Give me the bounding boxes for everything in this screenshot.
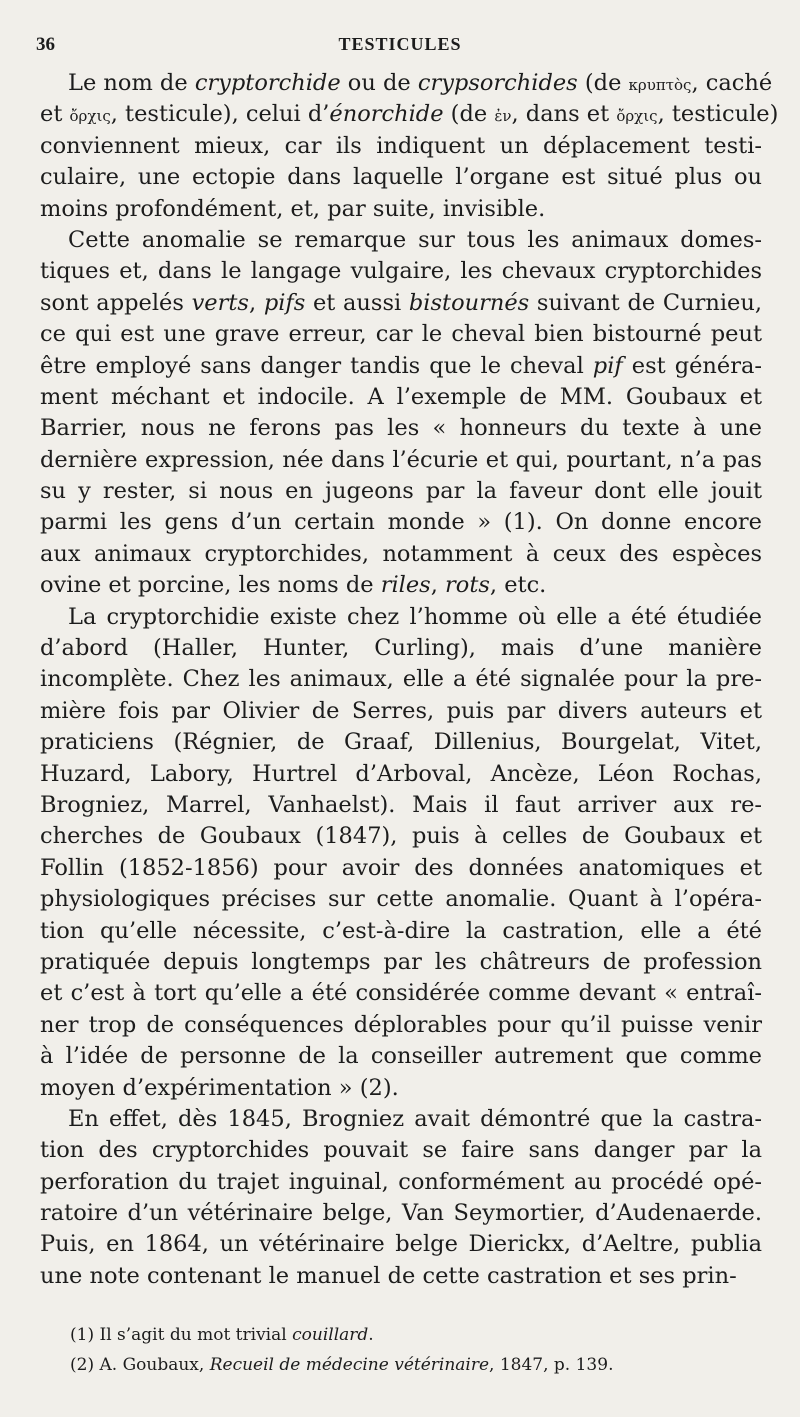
text-segment: Barrier, nous ne ferons pas les « honneurs du texte à une: [40, 415, 762, 442]
text-segment: dernière expression, née dans l’écurie et qui, pourtant, n’a pas: [40, 446, 762, 473]
text-line: [40, 664, 762, 695]
text-segment: conviennent mieux, car ils indiquent un déplacement testi-: [40, 132, 762, 159]
text-segment: , testicule), celui d’: [110, 101, 330, 128]
text-line: [40, 413, 762, 444]
italic-term: cryptorchide: [194, 70, 341, 96]
text-line: [40, 194, 762, 225]
italic-term: bistournés: [408, 289, 530, 316]
text-segment: parmi les gens d’un certain monde » (1). On donne encore: [40, 509, 762, 536]
text-segment: moins profondément, et, par suite, invisible.: [40, 195, 546, 222]
text-segment: , dans et: [511, 101, 617, 128]
text-segment: Brogniez, Marrel, Vanhaelst). Mais il faut arriver aux re-: [40, 791, 762, 818]
text-line: [40, 1135, 762, 1166]
text-line: [40, 162, 762, 193]
text-line: [40, 382, 762, 413]
text-line: [40, 507, 762, 538]
text-segment: culaire, une ectopie dans laquelle l’organe est situé plus ou: [40, 164, 762, 191]
text-segment: suivant de Curnieu,: [529, 289, 762, 316]
greek-term: κρυπτὸς: [628, 76, 692, 94]
text-line: [40, 1010, 762, 1041]
text-segment: Cette anomalie se remarque sur tous les animaux domes-: [68, 226, 762, 253]
text-segment: ce qui est une grave erreur, car le cheval bien bistourné peut: [40, 321, 762, 348]
text-segment: et c’est à tort qu’elle a été considérée comme devant « entraî-: [40, 980, 762, 1007]
text-segment: tion qu’elle nécessite, c’est-à-dire la castration, elle a été: [40, 917, 762, 944]
text-segment: aux animaux cryptorchides, notamment à ceux des espèces: [40, 540, 762, 567]
text-segment: une note contenant le manuel de cette castration et ses prin-: [40, 1262, 737, 1289]
italic-term: pifs: [263, 289, 306, 316]
text-line: [40, 853, 762, 884]
text-line: [40, 225, 762, 256]
text-line: [40, 727, 762, 758]
text-segment: Le nom de: [68, 70, 195, 96]
footnote-text: , 1847, p. 139.: [489, 1355, 614, 1375]
text-line: [40, 319, 762, 350]
text-segment: ment méchant et indocile. A l’exemple de MM. Goubaux et: [40, 383, 762, 410]
italic-term: énorchide: [329, 101, 444, 128]
text-segment: (de: [443, 101, 495, 128]
footnote-text: .: [368, 1325, 374, 1345]
greek-term: ἐν: [494, 107, 512, 126]
text-line: [40, 351, 762, 382]
running-title: TESTICULES: [338, 34, 462, 54]
text-line: [40, 539, 762, 570]
italic-term: verts: [191, 289, 249, 316]
text-segment: ,: [248, 289, 264, 316]
text-line: [40, 445, 762, 476]
text-segment: praticiens (Régnier, de Graaf, Dillenius, Bourgelat, Vitet,: [40, 729, 762, 756]
footnote-citation-title: couillard: [292, 1325, 369, 1345]
greek-term: ὄρχις: [69, 107, 111, 126]
text-segment: mière fois par Olivier de Serres, puis par divers auteurs et: [40, 697, 762, 724]
text-segment: être employé sans danger tandis que le cheval: [40, 352, 593, 379]
text-line: [40, 256, 762, 287]
text-segment: , etc.: [489, 572, 547, 599]
text-line: [40, 696, 762, 727]
text-segment: La cryptorchidie existe chez l’homme où elle a été étudiée: [68, 603, 762, 630]
text-line: [40, 1261, 762, 1292]
text-segment: su y rester, si nous en jugeons par la faveur dont elle jouit: [40, 478, 762, 505]
text-segment: Follin (1852-1856) pour avoir des données anatomiques et: [40, 854, 762, 881]
italic-term: riles: [380, 572, 431, 599]
text-line: [40, 131, 762, 162]
footnotes: [70, 1320, 760, 1380]
footnote-text: (1) Il s’agit du mot trivial: [70, 1325, 293, 1345]
page-number: 36: [36, 34, 55, 55]
text-segment: , caché: [691, 70, 773, 96]
text-line: [40, 947, 762, 978]
text-segment: Huzard, Labory, Hurtrel d’Arboval, Ancèze, Léon Rochas,: [40, 760, 762, 787]
text-segment: cherches de Goubaux (1847), puis à celles de Goubaux et: [40, 823, 762, 850]
footnote: [70, 1320, 760, 1350]
footnote: [70, 1350, 760, 1380]
text-line: [40, 759, 762, 790]
text-segment: est généra-: [622, 352, 762, 379]
text-line: [40, 1073, 762, 1104]
text-segment: ovine et porcine, les noms de: [40, 572, 381, 599]
text-line: [40, 570, 762, 601]
text-segment: (de: [577, 70, 629, 96]
paragraph: [40, 68, 779, 225]
text-segment: ratoire d’un vétérinaire belge, Van Seymortier, d’Audenaerde.: [40, 1200, 762, 1227]
body-text: [40, 68, 779, 1292]
text-line: [40, 1198, 762, 1229]
paragraph: [40, 225, 762, 602]
text-segment: à l’idée de personne de la conseiller autrement que comme: [40, 1043, 762, 1070]
text-segment: , testicule): [657, 101, 779, 128]
text-line: [40, 1229, 762, 1260]
page-header: [36, 34, 764, 60]
text-line: [40, 633, 762, 664]
text-segment: Puis, en 1864, un vétérinaire belge Dierickx, d’Aeltre, publia: [40, 1231, 762, 1258]
text-line: [40, 1167, 762, 1198]
text-line: [40, 1041, 762, 1072]
paragraph: [40, 1104, 762, 1292]
text-line: [40, 288, 762, 319]
text-line: [40, 884, 762, 915]
text-segment: physiologiques précises sur cette anomalie. Quant à l’opéra-: [40, 886, 762, 913]
text-segment: ou de: [340, 70, 418, 96]
text-line: [40, 1104, 762, 1135]
text-segment: incomplète. Chez les animaux, elle a été signalée pour la pre-: [40, 666, 762, 693]
text-segment: perforation du trajet inguinal, conformément au procédé opé-: [40, 1168, 762, 1195]
text-segment: ,: [430, 572, 446, 599]
italic-term: pif: [592, 352, 623, 379]
footnote-citation-title: Recueil de médecine vétérinaire: [209, 1355, 490, 1375]
text-segment: et aussi: [305, 289, 409, 316]
italic-term: crypsorchides: [417, 70, 578, 96]
text-line: [40, 790, 762, 821]
text-line: [40, 916, 762, 947]
text-segment: En effet, dès 1845, Brogniez avait démontré que la castra-: [68, 1105, 762, 1132]
text-segment: pratiquée depuis longtemps par les châtreurs de profession: [40, 948, 762, 975]
text-line: [40, 602, 762, 633]
footnote-text: (2) A. Goubaux,: [70, 1355, 210, 1375]
text-segment: tiques et, dans le langage vulgaire, les chevaux cryptorchides: [40, 258, 762, 285]
text-line: [40, 99, 779, 130]
text-segment: et: [40, 101, 70, 128]
text-segment: tion des cryptorchides pouvait se faire sans danger par la: [40, 1137, 762, 1164]
text-segment: d’abord (Haller, Hunter, Curling), mais d’une manière: [40, 635, 762, 662]
text-segment: ner trop de conséquences déplorables pour qu’il puisse venir: [40, 1011, 762, 1038]
text-segment: moyen d’expérimentation » (2).: [40, 1074, 399, 1101]
text-segment: sont appelés: [40, 289, 192, 316]
italic-term: rots: [445, 572, 490, 599]
text-line: [40, 68, 773, 99]
paragraph: [40, 602, 762, 1104]
text-line: [40, 978, 762, 1009]
text-line: [40, 821, 762, 852]
text-line: [40, 476, 762, 507]
greek-term: ὄρχις: [616, 107, 658, 126]
